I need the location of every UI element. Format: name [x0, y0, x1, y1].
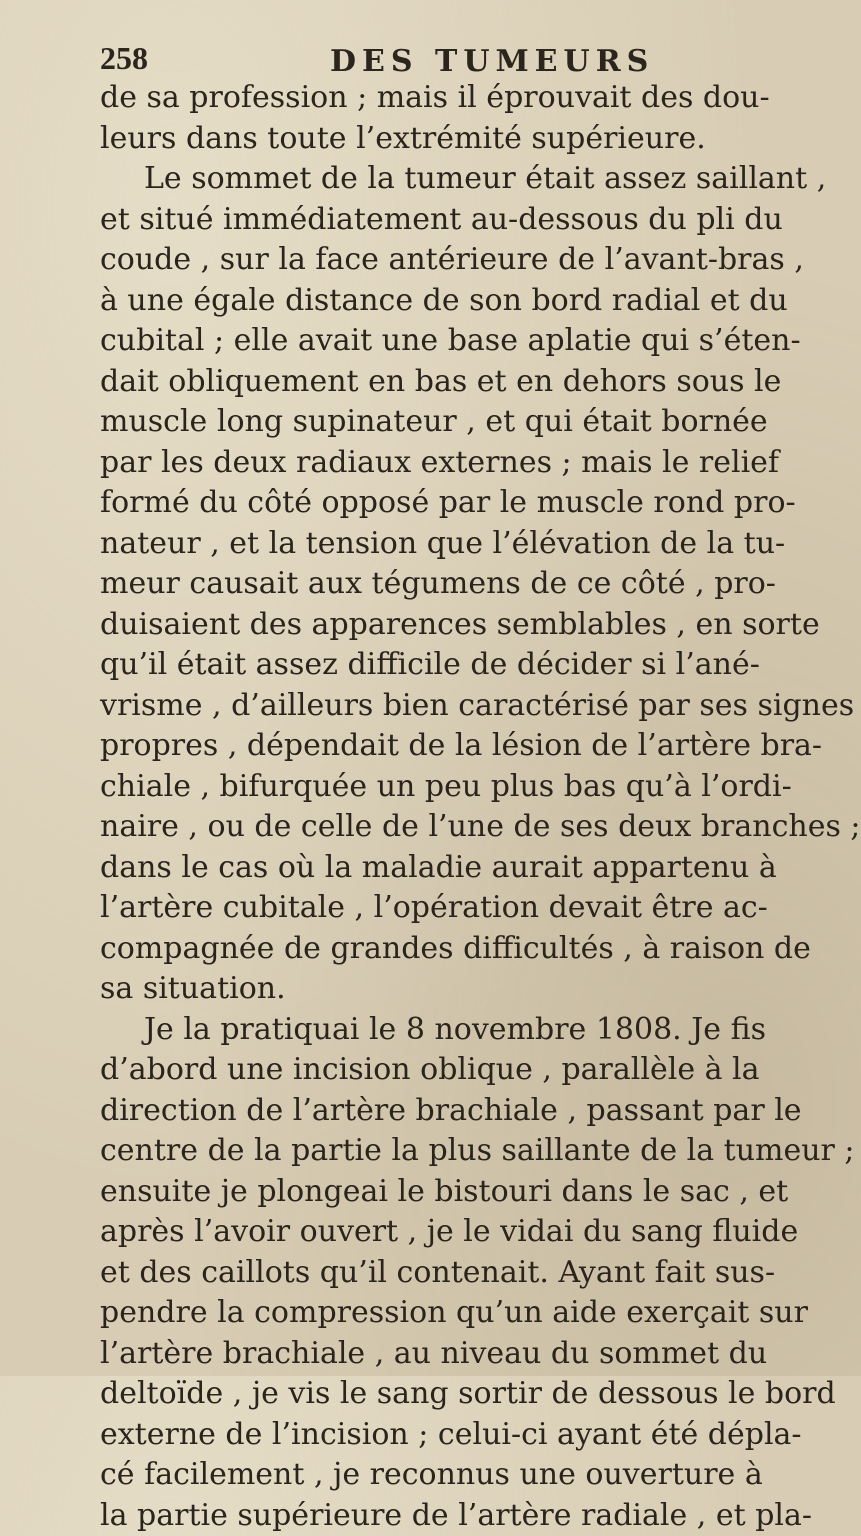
- text-line: l’artère brachiale , au niveau du sommet du: [100, 1334, 740, 1375]
- text-line: d’abord une incision oblique , parallèle à la: [100, 1050, 740, 1091]
- text-line: cé facilement , je reconnus une ouverture à: [100, 1455, 740, 1496]
- text-line: la partie supérieure de l’artère radiale , et pla-: [100, 1496, 740, 1536]
- text-line: sa situation.: [100, 969, 740, 1010]
- text-line: dait obliquement en bas et en dehors sous le: [100, 362, 740, 403]
- text-line: direction de l’artère brachiale , passant par le: [100, 1091, 740, 1132]
- page-number: 258: [100, 40, 148, 77]
- text-line: pendre la compression qu’un aide exerçait sur: [100, 1293, 740, 1334]
- text-line: duisaient des apparences semblables , en sorte: [100, 605, 740, 646]
- text-line: compagnée de grandes difficultés , à raison de: [100, 929, 740, 970]
- text-line: Je la pratiquai le 8 novembre 1808. Je fis: [100, 1010, 740, 1051]
- text-line: nateur , et la tension que l’élévation de la tu-: [100, 524, 740, 565]
- text-line: par les deux radiaux externes ; mais le relief: [100, 443, 740, 484]
- page-header: [100, 30, 720, 80]
- text-line: propres , dépendait de la lésion de l’artère bra-: [100, 726, 740, 767]
- text-line: dans le cas où la maladie aurait appartenu à: [100, 848, 740, 889]
- text-line: Le sommet de la tumeur était assez saillant ,: [100, 159, 740, 200]
- text-line: naire , ou de celle de l’une de ses deux branches ;: [100, 807, 740, 848]
- text-line: muscle long supinateur , et qui était bornée: [100, 402, 740, 443]
- text-line: cubital ; elle avait une base aplatie qui s’éten-: [100, 321, 740, 362]
- text-line: qu’il était assez difficile de décider si l’ané-: [100, 645, 740, 686]
- text-line: externe de l’incision ; celui-ci ayant été dépla-: [100, 1415, 740, 1456]
- text-line: de sa profession ; mais il éprouvait des dou-: [100, 78, 740, 119]
- text-line: formé du côté opposé par le muscle rond pro-: [100, 483, 740, 524]
- text-line: vrisme , d’ailleurs bien caractérisé par ses signes: [100, 686, 740, 727]
- text-line: l’artère cubitale , l’opération devait être ac-: [100, 888, 740, 929]
- text-line: coude , sur la face antérieure de l’avant-bras ,: [100, 240, 740, 281]
- body-text: [100, 78, 740, 1536]
- text-line: chiale , bifurquée un peu plus bas qu’à l’ordi-: [100, 767, 740, 808]
- text-line: meur causait aux tégumens de ce côté , pro-: [100, 564, 740, 605]
- text-line: après l’avoir ouvert , je le vidai du sang fluide: [100, 1212, 740, 1253]
- text-line: et des caillots qu’il contenait. Ayant fait sus-: [100, 1253, 740, 1294]
- text-line: à une égale distance de son bord radial et du: [100, 281, 740, 322]
- text-line: deltoïde , je vis le sang sortir de dessous le bord: [100, 1374, 740, 1415]
- text-line: leurs dans toute l’extrémité supérieure.: [100, 119, 740, 160]
- text-line: centre de la partie la plus saillante de la tumeur ;: [100, 1131, 740, 1172]
- text-line: et situé immédiatement au-dessous du pli du: [100, 200, 740, 241]
- running-title: DES TUMEURS: [330, 44, 654, 79]
- text-line: ensuite je plongeai le bistouri dans le sac , et: [100, 1172, 740, 1213]
